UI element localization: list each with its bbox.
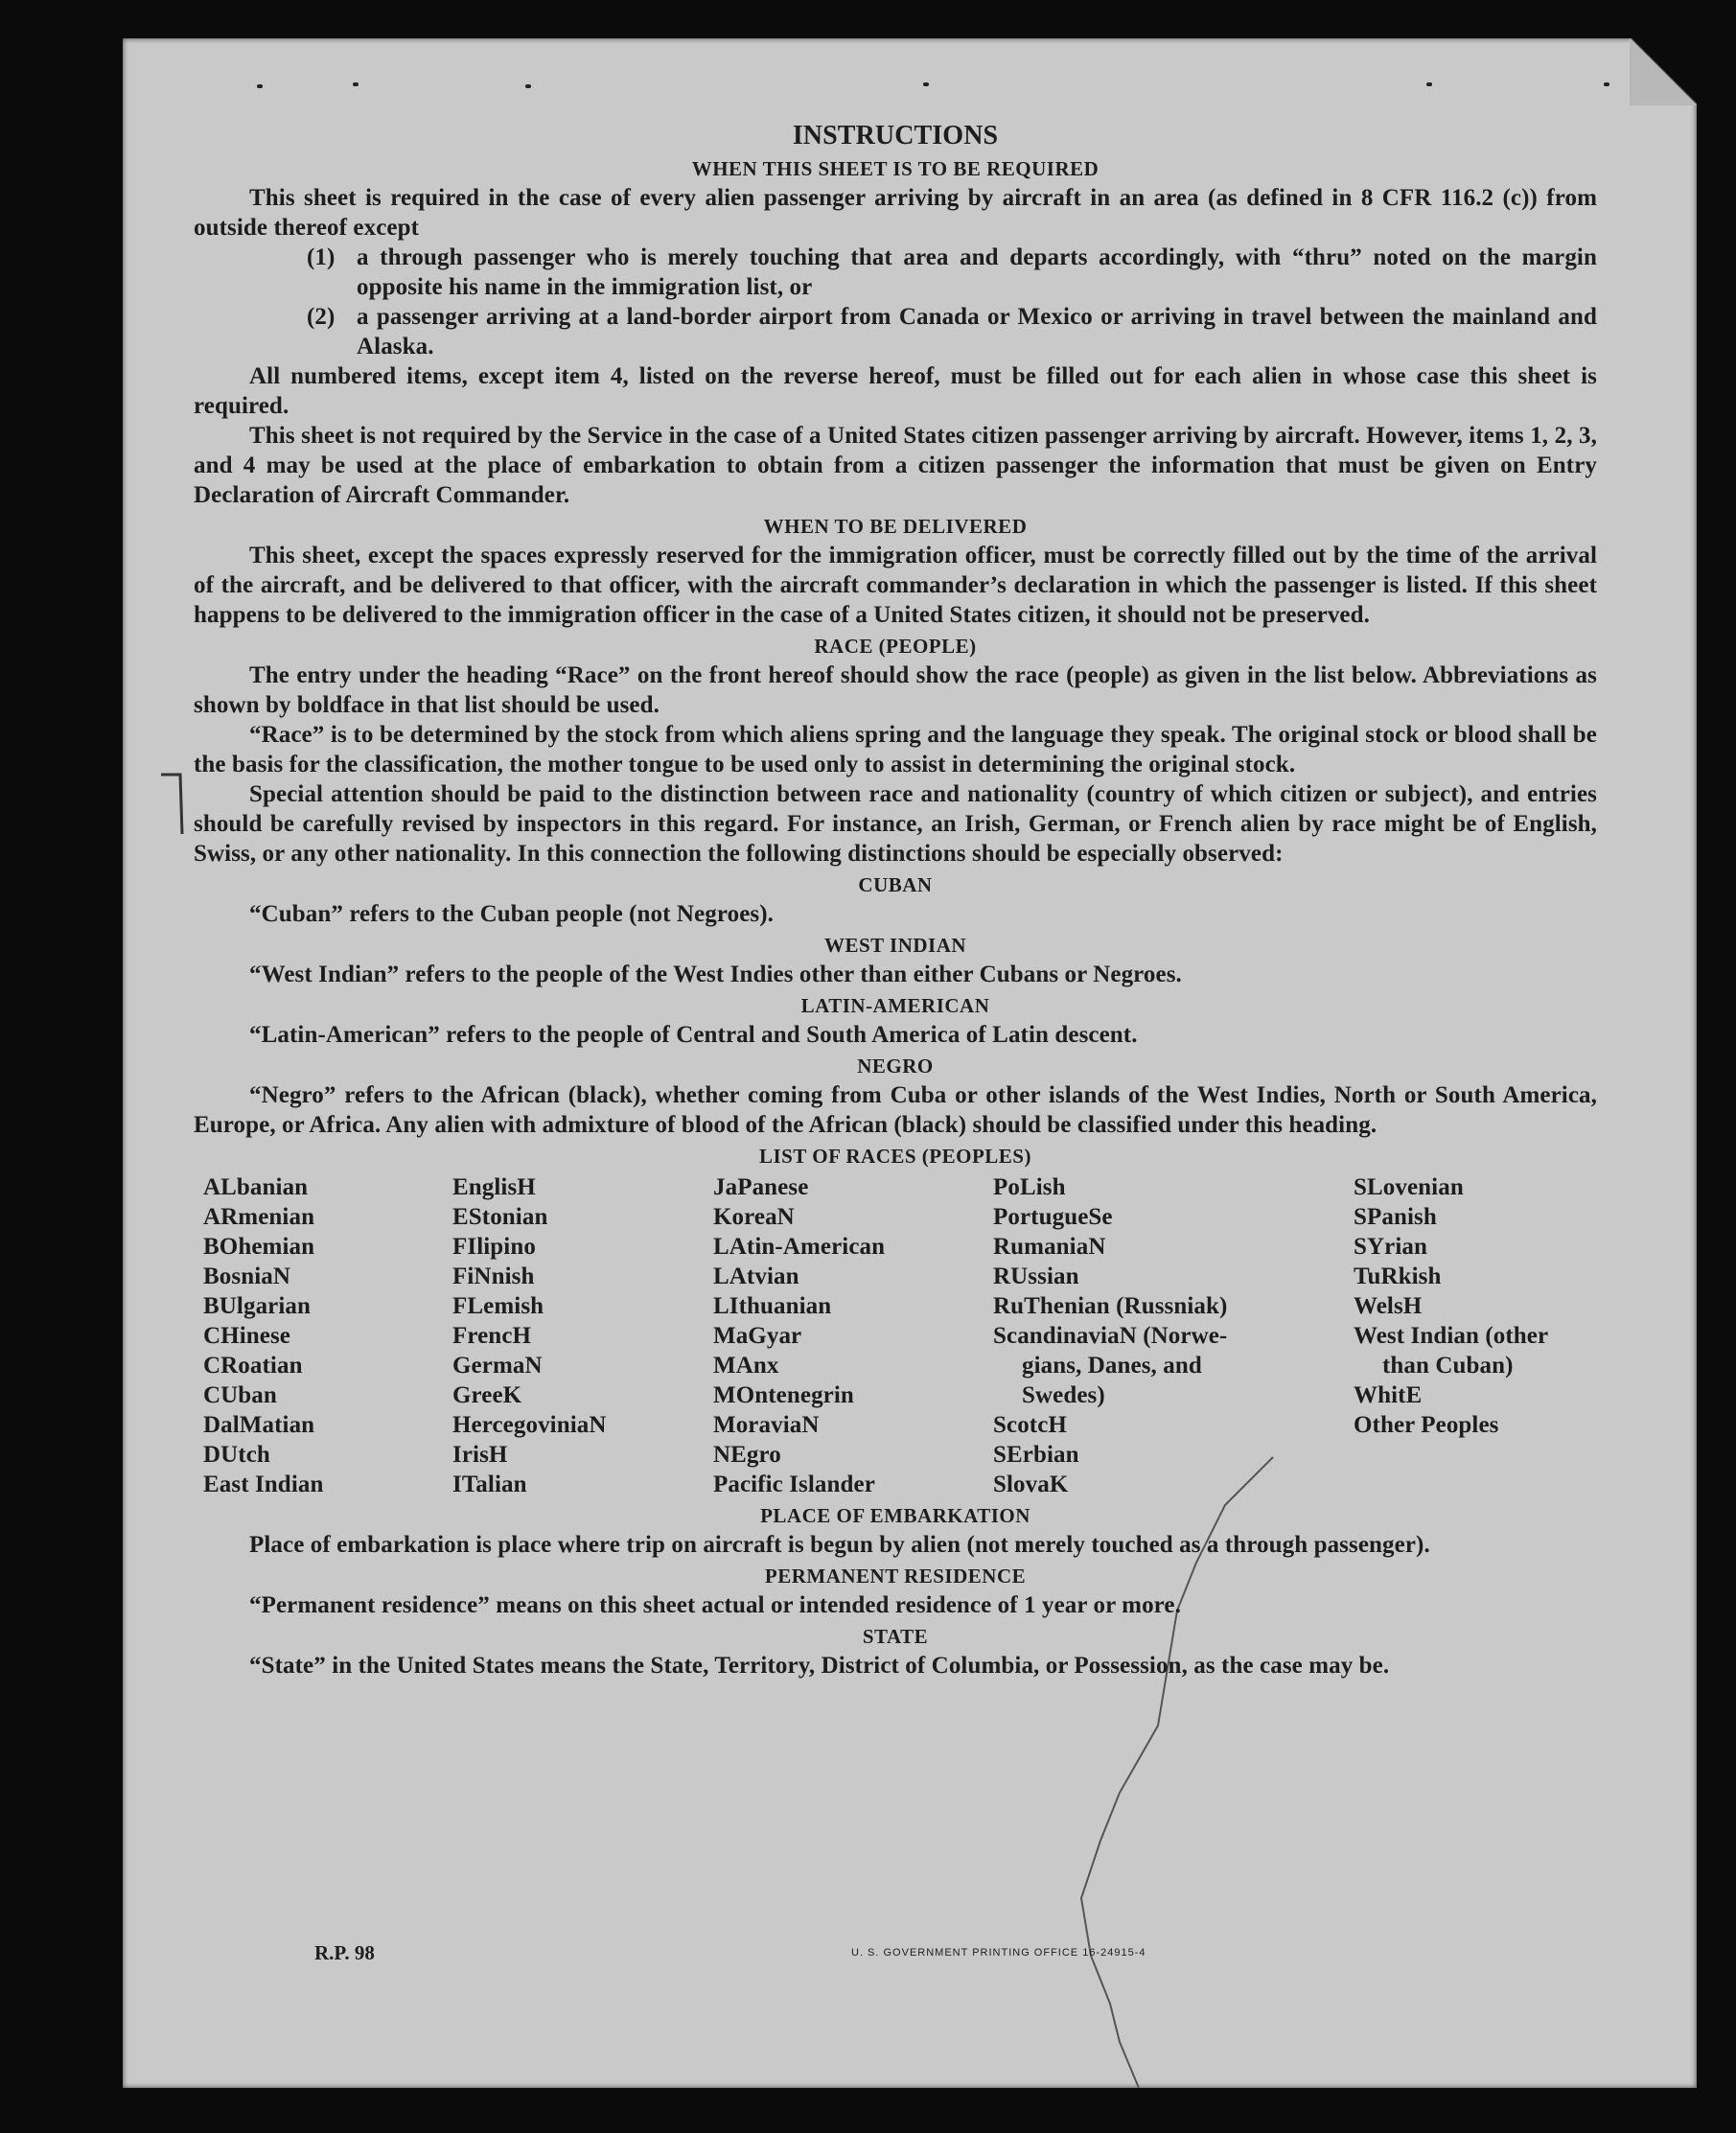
race-entry: BOhemian <box>203 1234 315 1260</box>
race-entry: ScotcH <box>993 1412 1067 1438</box>
punch-mark <box>525 84 531 88</box>
race-entry: DUtch <box>203 1442 270 1468</box>
race-entry: East Indian <box>203 1472 324 1497</box>
race-entry: RumaniaN <box>993 1234 1106 1260</box>
race-entry: BUlgarian <box>203 1293 312 1319</box>
punch-mark <box>353 82 359 86</box>
race-entry: SYrian <box>1354 1234 1428 1260</box>
race-entry: LIthuanian <box>713 1293 832 1319</box>
race-entry: IrisH <box>452 1442 508 1468</box>
west-indian-definition: “West Indian” refers to the people of the West Indies other than either Cubans or Negroes. <box>249 962 1182 987</box>
race-entry: KoreaN <box>713 1204 795 1230</box>
races-column <box>1354 1172 1607 1499</box>
race-entry: NEgro <box>713 1442 781 1468</box>
section-heading-latin-american: LATIN-AMERICAN <box>800 994 990 1017</box>
race-entry: CHinese <box>203 1323 290 1349</box>
section-heading-state: STATE <box>862 1625 929 1648</box>
section-heading-cuban: CUBAN <box>858 873 933 896</box>
punch-mark <box>1426 82 1432 86</box>
race-entry: GreeK <box>452 1382 522 1408</box>
section-heading-delivered: WHEN TO BE DELIVERED <box>763 515 1028 538</box>
races-column <box>452 1172 713 1499</box>
race-entry: ALbanian <box>203 1174 309 1200</box>
section-heading-list-of-races: LIST OF RACES (PEOPLES) <box>759 1145 1031 1168</box>
races-list <box>203 1172 1597 1499</box>
race-entry: PoLish <box>993 1174 1066 1200</box>
race-paragraph: Special attention should be paid to the distinction between race and nationality (country of which citizen or subject), and entries should be carefully revised by inspectors in this regard. For instance, an Irish, German, or French alien by race might be of English, Swiss, or any other nationality. In this connection the following distinctions should be especially observed: <box>194 781 1597 867</box>
race-entry: PortugueSe <box>993 1204 1113 1230</box>
race-entry: MOntenegrin <box>713 1382 854 1408</box>
folded-corner <box>1630 38 1697 105</box>
race-entry-continued: than Cuban) <box>1382 1353 1514 1379</box>
page-footer <box>314 1941 1561 1970</box>
item-text: a passenger arriving at a land-border airport from Canada or Mexico or arriving in travel between the mainland and Alaska. <box>357 304 1597 359</box>
race-entry: LAtvian <box>713 1264 799 1289</box>
section-heading-negro: NEGRO <box>857 1055 934 1078</box>
section-heading-race: RACE (PEOPLE) <box>814 635 977 658</box>
exception-item <box>194 302 1597 361</box>
embarkation-definition: Place of embarkation is place where trip on aircraft is begun by alien (not merely touched as a through passenger). <box>249 1532 1430 1558</box>
delivered-paragraph: This sheet, except the spaces expressly reserved for the immigration officer, must be correctly filled out by the time of the arrival of the aircraft, and be delivered to that officer, with the aircraft commander’s declaration in which the passenger is listed. If this sheet happens to be delivered to the immigration officer in the case of a United States citizen, it should not be preserved. <box>194 543 1597 628</box>
race-entry: LAtin-American <box>713 1234 886 1260</box>
race-entry: Pacific Islander <box>713 1472 875 1497</box>
race-entry: SlovaK <box>993 1472 1069 1497</box>
state-definition: “State” in the United States means the State, Territory, District of Columbia, or Possession, as the case may be. <box>249 1653 1390 1679</box>
section-heading-west-indian: WEST INDIAN <box>823 934 967 957</box>
race-entry: JaPanese <box>713 1174 809 1200</box>
race-entry: FLemish <box>452 1293 544 1319</box>
required-paragraph: All numbered items, except item 4, listed on the reverse hereof, must be filled out for each alien in whose case this sheet is required. <box>194 363 1597 419</box>
item-text: a through passenger who is merely touching that area and departs accordingly, with “thru” noted on the margin opposite his name in the immigration list, or <box>357 244 1597 300</box>
race-entry: WelsH <box>1354 1293 1423 1319</box>
race-entry: SPanish <box>1354 1204 1437 1230</box>
race-entry: ITalian <box>452 1472 527 1497</box>
instructions-content <box>194 121 1597 1681</box>
race-entry: FIlipino <box>452 1234 536 1260</box>
page-title: INSTRUCTIONS <box>792 121 999 151</box>
document-sheet <box>123 38 1697 2088</box>
required-paragraph: This sheet is not required by the Service in the case of a United States citizen passenger arriving by aircraft. However, items 1, 2, 3, and 4 may be used at the place of embarkation to obtain from a citizen passenger the information that must be given on Entry Declaration of Aircraft Commander. <box>194 423 1597 508</box>
race-entry: MAnx <box>713 1353 779 1379</box>
races-column <box>203 1172 452 1499</box>
races-column <box>713 1172 993 1499</box>
race-entry: HercegoviniaN <box>452 1412 607 1438</box>
race-entry-continued: gians, Danes, and <box>1022 1353 1202 1379</box>
race-paragraph: The entry under the heading “Race” on the front hereof should show the race (people) as given in the list below. Abbreviations as shown by boldface in that list should be used. <box>194 662 1597 718</box>
item-number: (1) <box>307 244 336 270</box>
race-entry: DalMatian <box>203 1412 315 1438</box>
race-entry: SLovenian <box>1354 1174 1464 1200</box>
race-entry: EnglisH <box>452 1174 536 1200</box>
race-entry-continued: Swedes) <box>1022 1382 1105 1408</box>
race-entry: West Indian (other <box>1354 1323 1549 1349</box>
cuban-definition: “Cuban” refers to the Cuban people (not Negroes). <box>249 901 775 927</box>
exception-item <box>194 243 1597 302</box>
latin-american-definition: “Latin-American” refers to the people of Central and South America of Latin descent. <box>249 1022 1138 1048</box>
residence-definition: “Permanent residence” means on this sheet actual or intended residence of 1 year or more. <box>249 1592 1181 1618</box>
punch-mark <box>1604 82 1609 86</box>
race-entry: RUssian <box>993 1264 1079 1289</box>
race-entry: CRoatian <box>203 1353 303 1379</box>
item-number: (2) <box>307 304 336 330</box>
race-entry: ScandinaviaN (Norwe- <box>993 1323 1228 1349</box>
punch-mark <box>257 84 263 88</box>
race-entry: MoraviaN <box>713 1412 820 1438</box>
negro-definition: “Negro” refers to the African (black), whether coming from Cuba or other islands of the West Indies, North or South America, Europe, or Africa. Any alien with admixture of blood of the African (black) should be classified under this heading. <box>194 1082 1597 1138</box>
race-entry: WhitE <box>1354 1382 1423 1408</box>
section-heading-required: WHEN THIS SHEET IS TO BE REQUIRED <box>691 157 1099 180</box>
race-entry: RuThenian (Russniak) <box>993 1293 1228 1319</box>
race-entry: MaGyar <box>713 1323 802 1349</box>
races-column <box>993 1172 1354 1499</box>
race-entry: FrencH <box>452 1323 532 1349</box>
required-paragraph: This sheet is required in the case of every alien passenger arriving by aircraft in an area (as defined in 8 CFR 116.2 (c)) from outside thereof except <box>194 185 1597 241</box>
race-entry: EStonian <box>452 1204 548 1230</box>
race-entry: BosniaN <box>203 1264 291 1289</box>
form-number: R.P. 98 <box>314 1941 375 1964</box>
race-entry: GermaN <box>452 1353 543 1379</box>
section-heading-embarkation: PLACE OF EMBARKATION <box>760 1504 1030 1527</box>
race-paragraph: “Race” is to be determined by the stock from which aliens spring and the language they speak. The original stock or blood shall be the basis for the classification, the mother tongue to be used only to assist in determining the original stock. <box>194 722 1597 777</box>
race-entry: FiNnish <box>452 1264 535 1289</box>
printing-office-imprint: U. S. GOVERNMENT PRINTING OFFICE 16-24915-4 <box>851 1947 1146 1959</box>
race-entry: Other Peoples <box>1354 1412 1499 1438</box>
race-entry: CUban <box>203 1382 277 1408</box>
race-entry: SErbian <box>993 1442 1079 1468</box>
race-entry: ARmenian <box>203 1204 315 1230</box>
punch-mark <box>923 82 929 86</box>
section-heading-residence: PERMANENT RESIDENCE <box>764 1565 1027 1588</box>
race-entry: TuRkish <box>1354 1264 1442 1289</box>
